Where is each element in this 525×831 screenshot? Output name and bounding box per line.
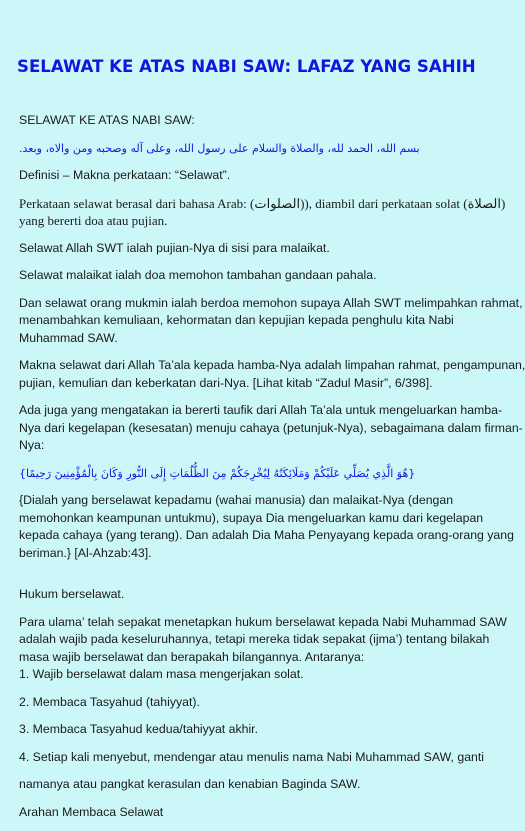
paragraph-hukum: Para ulama’ telah sepakat menetapkan hukum berselawat kepada Nabi Muhammad SAW adalah wajib pada keseluruhannya, tetapi mereka tidak sepakat (ijma’) tentang bilakah masa wajib berselawat dan berapakah bilangannya. Antaranya: — [19, 614, 507, 664]
list-item: 4. Setiap kali menyebut, mendengar atau menulis nama Nabi Muhammad SAW, ganti — [19, 749, 485, 764]
paragraph-allah-selawat: Selawat Allah SWT ialah pujian-Nya di sisi para malaikat. — [19, 240, 330, 255]
article-body — [19, 112, 525, 831]
paragraph-etymology: Perkataan selawat berasal dari bahasa Arab: (الصلوات)), diambil dari perkataan solat (الصلاة) yang bererti doa atau pujian. — [19, 195, 506, 228]
paragraph-taufik: Ada juga yang mengatakan ia bererti taufik dari Allah Ta’ala untuk mengeluarkan hamba- Nya dari kegelapan (kesesatan) menuju cahaya (petunjuk-Nya), sebagaimana dalam firman- Nya: — [19, 403, 523, 452]
arahan-heading: Arahan Membaca Selawat — [19, 804, 164, 819]
hukum-heading: Hukum berselawat. — [19, 587, 125, 601]
list-item: 1. Wajib berselawat dalam masa mengerjakan solat. — [19, 667, 304, 681]
spacer — [19, 572, 489, 586]
paragraph-translation: {Dialah yang berselawat kepadamu (wahai manusia) dan malaikat-Nya (dengan memohonkan keampunan untukmu), supaya Dia mengeluarkan kamu dari kegelapan kepada cahaya (yang terang). Dan adalah Dia Maha Penyayang kepada orang-orang yang beriman.} [Al-Ahzab:43]. — [19, 493, 514, 560]
definition-heading: Definisi – Makna perkataan: “Selawat”. — [19, 168, 231, 182]
article-title: SELAWAT KE ATAS NABI SAW: LAFAZ YANG SAHIH — [17, 57, 476, 76]
paragraph-malaikat-selawat: Selawat malaikat ialah doa memohon tambahan gandaan pahala. — [19, 268, 377, 282]
paragraph-mukmin-selawat: Dan selawat orang mukmin ialah berdoa memohon supaya Allah SWT melimpahkan rahmat, menambahkan kemuliaan, kehormatan dan kepujian kepada penghulu kita Nabi Muhammad SAW. — [19, 295, 523, 345]
list-item: 2. Membaca Tasyahud (tahiyyat). — [19, 694, 200, 709]
list-item: namanya atau pangkat kerasulan dan kenabian Baginda SAW. — [19, 777, 361, 791]
paragraph-makna: Makna selawat dari Allah Ta’ala kepada hamba-Nya adalah limpahan rahmat, pengampunan, pujian, kemulian dan keberkatan dari-Nya. [Lihat kitab “Zadul Masir”, 6/398]. — [19, 358, 525, 390]
arabic-verse: {هُوَ الَّذِي يُصَلِّي عَلَيْكُمْ وَمَلَائِكَتُهُ لِيُخْرِجَكُمْ مِنَ الظُّلُمَاتِ إِلَى النُّورِ وَكَانَ بِالْمُؤْمِنِينَ رَحِيمًا} — [19, 466, 416, 480]
list-item: 3. Membaca Tasyahud kedua/tahiyyat akhir. — [19, 722, 259, 736]
hukum-list — [19, 666, 489, 794]
section-heading: SELAWAT KE ATAS NABI SAW: — [19, 113, 195, 127]
arabic-opening: بسم الله، الحمد لله، والصلاة والسلام على رسول الله، وعلى آله وصحبه ومن والاه، وبعد. — [19, 141, 420, 155]
